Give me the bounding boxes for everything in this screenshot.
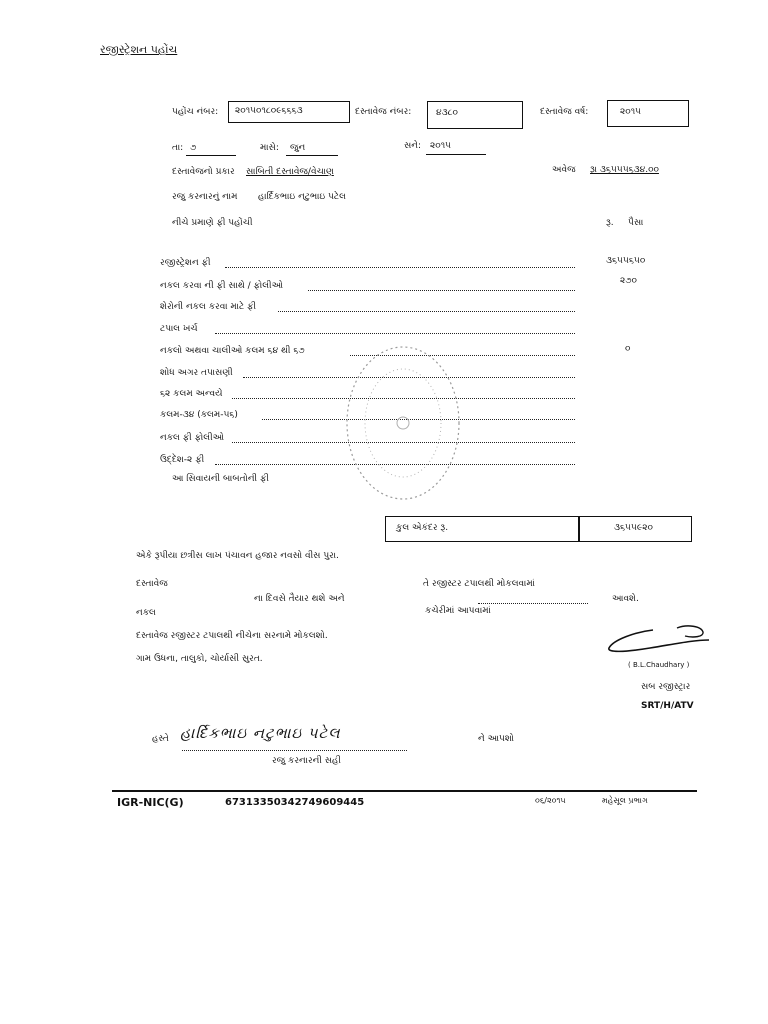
- fee-label-sec34: કલમ-૩૪ (કલમ-૫૬): [160, 410, 238, 420]
- footer-department: મહેસૂલ પ્રભાગ: [602, 796, 648, 805]
- total-label: કુલ એકંદર રૂ.: [396, 523, 449, 533]
- year-label: સને:: [404, 141, 422, 151]
- doc-type-value: સાબિતી દસ્તાવેજ/વેચાણ: [246, 167, 334, 177]
- document-no-label: દસ્તાવેજ નંબર:: [355, 107, 412, 117]
- receipt-no-value: ૨૦૧૫૦૧૮૦૯૬૬૬૩: [235, 106, 303, 116]
- fee-leader: [225, 267, 575, 268]
- fee-amount-registration: ૩૬૫૫૬૫૦: [606, 256, 646, 266]
- fee-label-schedule2: ઉદ્દેશ-૨ ફી: [160, 455, 205, 465]
- fee-label-postage: ટપાલ ખર્ચ: [160, 324, 198, 334]
- address-text: ગામ ઉધના, તાલુકો, ચોર્યાસી સુરત.: [136, 654, 263, 664]
- document-no-value: ૪૩૮૦: [436, 108, 458, 118]
- year-underline: [426, 154, 486, 155]
- postal-note: દસ્તાવેજ રજીસ્ટર ટપાલથી નીચેના સરનામે મોકલશો.: [136, 631, 328, 641]
- fee-amount-sections: ૦: [625, 344, 631, 354]
- fee-label-registration: રજીસ્ટ્રેશન ફી: [160, 258, 211, 268]
- fee-label-copy: નકલ કરવા ની ફી સાથે / ફોલીઓ: [160, 281, 284, 291]
- days-dots: [478, 603, 588, 604]
- document-no-box: [427, 101, 523, 129]
- footer-rule: [112, 790, 697, 792]
- document-label: દસ્તાવેજ: [136, 579, 168, 589]
- doc-year-value: ૨૦૧૫: [620, 107, 642, 117]
- total-divider: [578, 517, 580, 541]
- year-value: ૨૦૧૫: [430, 141, 452, 151]
- days-text: ના દિવસે તૈયાર થશે અને: [254, 594, 345, 604]
- date-label: તા:: [172, 143, 184, 153]
- presenter-sign-prefix: હસ્તે: [152, 734, 169, 744]
- footer-code: 67313350342749609445: [225, 797, 365, 808]
- fee-label-sections: નકલો અથવા ચાલીઓ કલમ ૬૪ થી ૬૭: [160, 346, 305, 356]
- consideration-label: અવેજ: [552, 165, 576, 175]
- presenter-label: રજુ કરનારનું નામ: [172, 192, 238, 202]
- receipt-no-box: [228, 101, 350, 123]
- fee-label-folio: નકલ ફી ફોલીઓ: [160, 433, 225, 443]
- officer-signature: [605, 622, 715, 662]
- footer-date: ૦૬/૨૦૧૫: [535, 796, 566, 805]
- doc-year-box: [607, 100, 689, 127]
- month-label: માસે:: [260, 143, 279, 153]
- office-text: કચેરીમાં આપવામાં: [425, 606, 491, 616]
- presenter-sign-line: [182, 750, 407, 751]
- month-value: જુન: [290, 143, 306, 153]
- presenter-value: હાર્દિકભાઇ નટુભાઇ પટેલ: [258, 192, 346, 202]
- footer-source: IGR-NIC(G): [117, 796, 184, 809]
- consideration-value: રૂા ૩૬૫૫૫૬૩૪.૦૦: [590, 165, 659, 175]
- receipt-no-label: પહોંચ નંબર:: [172, 107, 219, 117]
- date-value: ૭: [190, 143, 197, 153]
- doc-year-label: દસ્તાવેજ વર્ષ:: [540, 107, 589, 117]
- presenter-sign-suffix: ને આપશો: [478, 734, 515, 744]
- fee-leader: [308, 290, 575, 291]
- officer-name: ( B.L.Chaudhary ): [628, 661, 690, 669]
- fee-leader: [278, 311, 575, 312]
- office-code: SRT/H/ATV: [641, 701, 694, 711]
- fee-leader: [215, 333, 575, 334]
- document-title: રજીસ્ટ્રેશન પહોંચ: [100, 43, 178, 56]
- date-underline: [186, 155, 236, 156]
- fee-label-search: શોધ અગર તપાસણી: [160, 368, 233, 378]
- official-stamp: [338, 338, 468, 508]
- amount-in-words: એકે રૂપીયા છત્રીસ લાખ પંચાવન હજાર નવસો વીસ પુરા.: [136, 551, 339, 561]
- fee-label-shares: શેરોની નકલ કરવા માટે ફી: [160, 302, 257, 312]
- doc-type-label: દસ્તાવેજનો પ્રકાર: [172, 167, 235, 177]
- total-box: [385, 516, 692, 542]
- rs-column-label: રૂ.: [606, 218, 614, 228]
- fee-amount-copy: ૨૭૦: [620, 276, 637, 286]
- copy-label: નકલ: [136, 608, 156, 618]
- dispatch-text: તે રજીસ્ટર ટપાલથી મોકલવામાં: [423, 579, 535, 589]
- presenter-handwritten-name: હાર્દિકભાઇ નટુભાઇ પટેલ: [180, 724, 341, 742]
- paise-column-label: પૈસા: [628, 218, 644, 228]
- presenter-sign-caption: રજુ કરનારની સહી: [272, 756, 342, 766]
- aavshe-text: આવશે.: [612, 594, 639, 604]
- month-underline: [286, 155, 338, 156]
- total-value: ૩૬૫૫૯૨૦: [614, 523, 653, 533]
- officer-designation: સબ રજીસ્ટ્રાર: [641, 682, 691, 692]
- fees-intro: નીચે પ્રમાણે ફી પહોંચી: [172, 218, 253, 228]
- fee-label-other: આ સિવાયની બાબતોની ફી: [172, 474, 269, 484]
- fee-label-sec62: ૬૨ કલમ અન્વયે: [160, 389, 223, 399]
